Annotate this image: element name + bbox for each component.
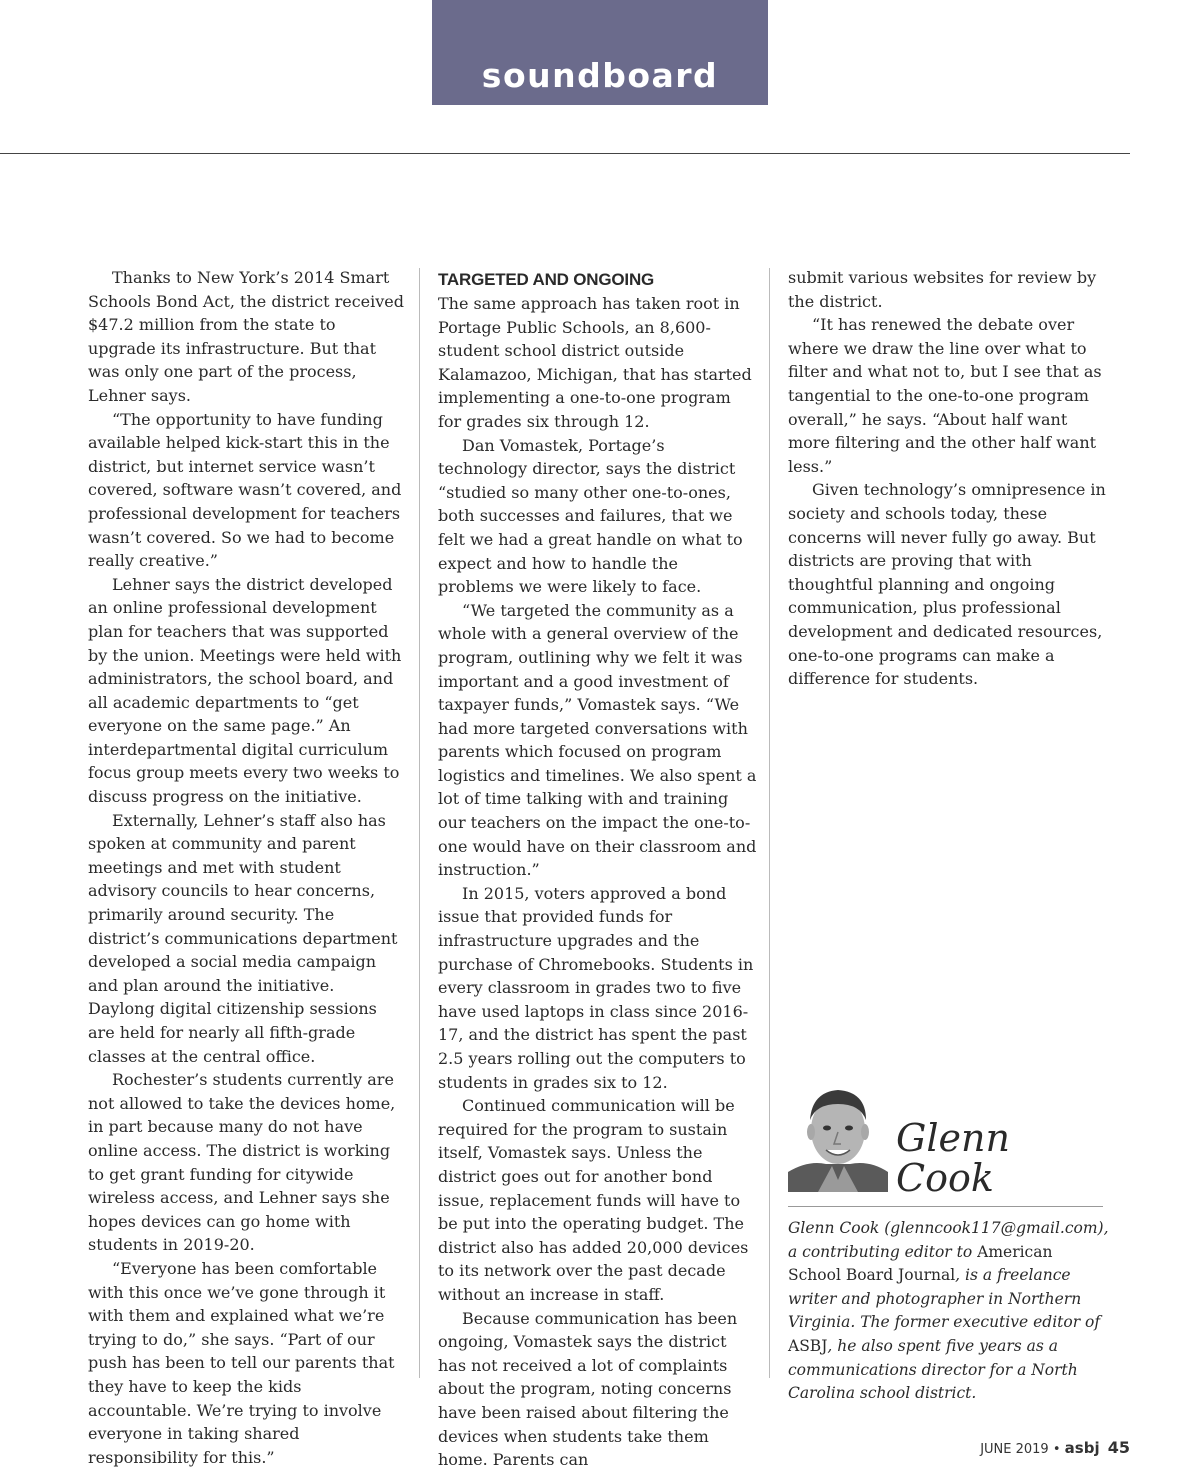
page-number: 45	[1107, 1438, 1130, 1457]
footer-separator: •	[1052, 1442, 1061, 1457]
bio-text: , he also spent five years as a communications director for a North Carolina school district.	[788, 1336, 1078, 1403]
author-bio	[788, 1217, 1110, 1406]
article-column-2	[438, 266, 758, 1472]
bio-text: Glenn Cook (glenncook117@gmail.com), a contributing editor to	[788, 1219, 1109, 1261]
paragraph: Thanks to New York’s 2014 Smart Schools Bond Act, the district received $47.2 million from the state to upgrade its infrastructure. But that was only one part of the process, Lehner says.	[88, 268, 404, 405]
paragraph: Lehner says the district developed an online professional development plan for teachers that was supported by the union. Meetings were held with administrators, the school board, and all academic departments to “get everyone on the same page.” An interdepartmental digital curriculum focus group meets every two weeks to discuss progress on the initiative.	[88, 574, 402, 807]
paragraph: Given technology’s omnipresence in society and schools today, these concerns will never fully go away. But districts are proving that with thoughtful planning and ongoing communication, plus professional development and dedicated resources, one-to-one programs can make a difference for students.	[788, 480, 1106, 689]
author-rule	[788, 1206, 1103, 1207]
bio-text: , is a freelance writer and photographer in Northern Virginia. The former executive editor of	[788, 1266, 1101, 1332]
author-photo	[788, 1080, 888, 1192]
paragraph: “It has renewed the debate over where we draw the line over what to filter and what not to, but I see that as tangential to the one-to-one program overall,” he says. “About half want more filtering and the other half want less.”	[788, 315, 1102, 476]
paragraph: Externally, Lehner’s staff also has spoken at community and parent meetings and met with student advisory councils to hear concerns, primarily around security. The district’s communications department developed a social media campaign and plan around the initiative. Daylong digital citizenship sessions are held for nearly all fifth-grade classes at the central office.	[88, 810, 398, 1066]
header-rule	[0, 153, 1130, 154]
author-first-name: Glenn	[896, 1116, 1010, 1160]
paragraph: Because communication has been ongoing, Vomastek says the district has not received a lot of complaints about the program, noting concerns have been raised about filtering the devices when students take them home. Parents can	[438, 1308, 738, 1470]
paragraph: “We targeted the community as a whole with a general overview of the program, outlining why we felt it was important and a good investment of taxpayer funds,” Vomastek says. “We had more targeted conversations with parents which focused on program logistics and timelines. We also spent a lot of time talking with and training our teachers on the impact the one-to-one would have on their classroom and instruction.”	[438, 600, 757, 880]
paragraph: submit various websites for review by the district.	[788, 268, 1097, 311]
column-divider-2	[769, 268, 770, 1378]
footer-date: JUNE 2019	[980, 1442, 1049, 1457]
paragraph: The same approach has taken root in Portage Public Schools, an 8,600-student school district outside Kalamazoo, Michigan, that has started implementing a one-to-one program for grades six through 12.	[438, 294, 752, 431]
author-portrait-icon	[788, 1080, 888, 1192]
section-subhead: TARGETED AND ONGOING	[438, 270, 655, 289]
article-column-1	[88, 266, 406, 1469]
footer-magazine: asbj	[1064, 1439, 1100, 1457]
column-divider-1	[419, 268, 420, 1378]
section-title: soundboard	[481, 56, 719, 95]
paragraph: Rochester’s students currently are not allowed to take the devices home, in part because many do not have online access. The district is working to get grant funding for citywide wireless access, and Lehner says she hopes devices can go home with students in 2019-20.	[88, 1070, 396, 1255]
author-name	[896, 1118, 1096, 1198]
bio-publication: American School Board Journal	[788, 1242, 1053, 1285]
page-footer	[900, 1438, 1130, 1457]
paragraph: “The opportunity to have funding available helped kick-start this in the district, but internet service wasn’t covered, software wasn’t covered, and professional development for teachers wasn’t covered. So we had to become really creative.”	[88, 409, 402, 571]
paragraph: “Everyone has been comfortable with this once we’ve gone through it with them and explained what we’re trying to do,” she says. “Part of our push has been to tell our parents that they have to keep the kids accountable. We’re trying to involve everyone in taking shared responsibility for this.”	[88, 1258, 395, 1467]
paragraph: Continued communication will be required for the program to sustain itself, Vomastek says. Unless the district goes out for another bond issue, replacement funds will have to be put into the operating budget. The district also has added 20,000 devices to its network over the past decade without an increase in staff.	[438, 1096, 749, 1304]
author-last-name: Cook	[896, 1156, 994, 1200]
bio-publication: ASBJ	[788, 1336, 828, 1355]
section-header-tab	[432, 0, 768, 105]
article-column-3	[788, 266, 1110, 691]
paragraph: In 2015, voters approved a bond issue that provided funds for infrastructure upgrades and the purchase of Chromebooks. Students in every classroom in grades two to five have used laptops in class since 2016-17, and the district has spent the past 2.5 years rolling out the computers to students in grades six to 12.	[438, 883, 754, 1092]
paragraph: Dan Vomastek, Portage’s technology director, says the district “studied so many other one-to-ones, both successes and failures, that we felt we had a great handle on what to expect and how to handle the problems we were likely to face.	[438, 435, 743, 597]
